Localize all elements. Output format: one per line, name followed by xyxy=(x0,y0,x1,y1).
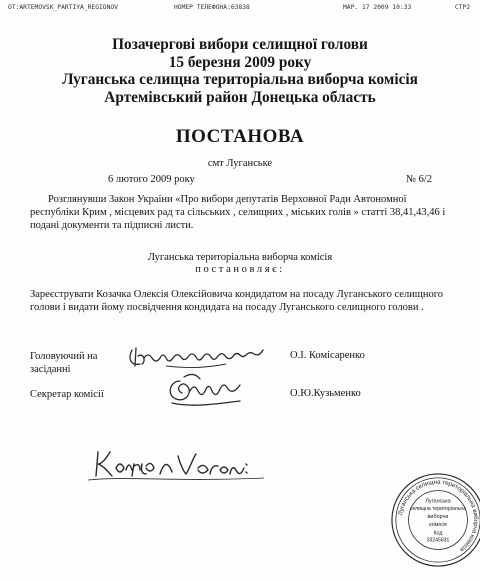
stamp-code-label: Код xyxy=(433,530,443,537)
document-date: 6 лютого 2009 року xyxy=(108,174,195,185)
document-place: смт Луганське xyxy=(207,158,273,169)
stamp-ring-text: Луганська селищна територіальна виборча комісія xyxy=(398,479,479,553)
commission-name: Луганська територіальна виборча комісія xyxy=(147,252,333,263)
copy-true-handwriting xyxy=(88,444,264,484)
decision-paragraph: Зареєструвати Козачка Олексія Олексійовича кондидатом на посаду Луганського селищного голови і видати йому посвідчення кондидата на посаду Луганського селищного голови . xyxy=(30,289,444,313)
secretary-label: Секретар комісії xyxy=(30,389,104,400)
heading-commission: Луганська селищна територіальна виборча комісія xyxy=(62,71,418,88)
stamp-center-4: комісія xyxy=(429,521,447,528)
considering-paragraph: Розглянувши Закон України «Про вибори депутатів Верховної Ради Автономної республіки Крим , місцевих рад та сільських , селищних , міських голів » статті 38,41,43,46 і подані документи та підписні листи. xyxy=(30,194,446,231)
heading-election-date: 15 березня 2009 року xyxy=(168,53,312,71)
resolves-line: постановляє: xyxy=(195,264,285,275)
stamp-center-2: селищна територіальна xyxy=(409,506,467,513)
stamp-center-1: Луганська xyxy=(425,498,451,505)
fax-page: СТР2 xyxy=(454,4,470,11)
secretary-signature xyxy=(160,371,256,411)
secretary-name: О.Ю.Кузьменко xyxy=(290,388,361,399)
fax-phone: НОМЕР ТЕЛЕФОНА:63838 xyxy=(174,4,250,11)
fax-header xyxy=(8,4,470,14)
heading-region: Артемівський район Донецька область xyxy=(104,88,376,106)
chair-name: О.І. Комісаренко xyxy=(290,350,365,361)
document-heading xyxy=(0,36,480,106)
document-type: ПОСТАНОВА xyxy=(175,126,305,147)
chair-label: Головуючий на засіданні xyxy=(30,351,98,375)
fax-sender: OT:ARTEMOVSK_PARTIYA_REGIONOV xyxy=(8,4,118,11)
fax-datetime: МАР. 17 2009 10:33 xyxy=(343,4,412,11)
commission-stamp xyxy=(389,471,480,569)
document-number: № 6/2 xyxy=(406,174,433,185)
chair-signature xyxy=(126,340,276,372)
heading-election: Позачергові вибори селищної голови xyxy=(112,36,368,53)
stamp-code: 33245831 xyxy=(426,537,450,544)
stamp-center-3: виборча xyxy=(427,514,449,521)
